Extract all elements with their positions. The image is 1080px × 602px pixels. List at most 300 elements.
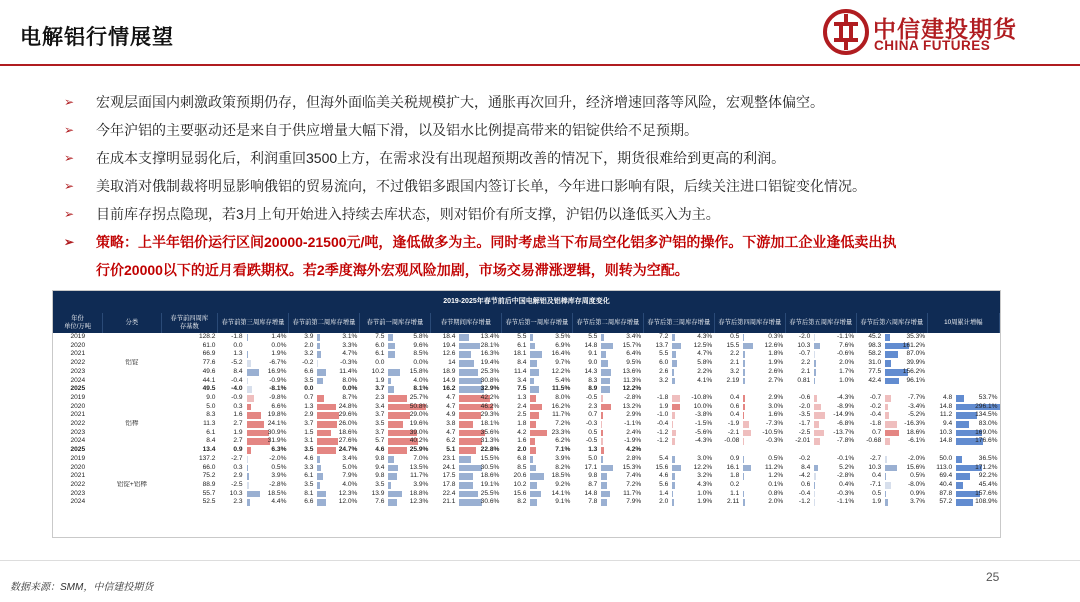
percent-cell xyxy=(315,481,359,490)
increment-cell: 3.5 xyxy=(375,480,385,488)
increment-cell: 7.5 xyxy=(375,333,385,340)
increment-cell: 3.3 xyxy=(304,463,314,471)
increment-cell: 7.6 xyxy=(375,498,385,506)
percent-cell xyxy=(528,368,572,377)
percent-bar xyxy=(601,465,612,472)
percent-value: -6.8% xyxy=(836,420,855,428)
percent-cell xyxy=(954,490,999,499)
percent-cell xyxy=(457,385,501,394)
percent-value: 26.0% xyxy=(338,420,358,428)
increment-cell: 14.8 xyxy=(939,437,953,445)
percent-bar xyxy=(672,369,674,376)
bullet-item xyxy=(64,200,1064,228)
percent-cell xyxy=(386,368,430,377)
percent-bar xyxy=(672,473,674,480)
table-title: 2019-2025年春节前后中国电解铝及铝棒库存周度变化 xyxy=(53,291,1000,313)
percent-cell xyxy=(670,481,714,490)
percent-cell xyxy=(670,429,714,438)
percent-value: 5.2% xyxy=(839,463,855,471)
percent-value: 8.0% xyxy=(555,393,571,401)
percent-bar xyxy=(672,412,675,419)
percent-cell xyxy=(599,455,643,464)
percent-bar xyxy=(247,430,270,437)
percent-bar xyxy=(743,491,744,498)
percent-cell xyxy=(315,350,359,359)
increment-cell: 13.7 xyxy=(655,341,669,349)
percent-cell xyxy=(741,411,785,420)
table-row xyxy=(53,333,1000,342)
base-cell: 66.0 xyxy=(202,463,216,471)
percent-cell xyxy=(599,342,643,351)
percent-value: 16.2% xyxy=(551,402,571,410)
percent-value: 2.0% xyxy=(768,498,784,506)
percent-cell xyxy=(528,446,572,455)
percent-cell xyxy=(670,368,714,377)
increment-cell: 42.4 xyxy=(868,376,882,384)
percent-value: -0.6% xyxy=(836,350,855,358)
percent-value: 12.2% xyxy=(693,463,713,471)
increment-cell: 2.2 xyxy=(801,359,811,367)
bullet-item xyxy=(64,144,1064,172)
base-cell: 9.0 xyxy=(206,393,216,401)
increment-cell xyxy=(714,446,741,455)
percent-value: 108.9% xyxy=(975,498,998,506)
percent-value: -14.9% xyxy=(833,411,855,419)
percent-bar xyxy=(601,412,603,419)
percent-cell xyxy=(670,359,714,368)
percent-value: 1.4% xyxy=(271,333,287,340)
percent-bar xyxy=(459,412,480,419)
percent-value: 7.9% xyxy=(626,498,642,506)
percent-value: 19.1% xyxy=(480,480,500,488)
percent-value: 1.0% xyxy=(697,489,713,497)
header-divider xyxy=(0,64,1080,66)
column-header: 春节后第四周库存增量 xyxy=(714,313,785,333)
year-cell: 2021 xyxy=(70,472,86,480)
increment-cell: 6.6 xyxy=(304,367,314,375)
percent-value: 9.7% xyxy=(555,359,571,367)
percent-value: -1.1% xyxy=(624,420,642,428)
percent-value: 0.5% xyxy=(768,454,784,462)
percent-cell xyxy=(315,403,359,412)
inventory-table xyxy=(52,290,1001,538)
percent-cell xyxy=(670,446,714,455)
percent-cell xyxy=(670,455,714,464)
percent-cell xyxy=(315,359,359,368)
column-header: 春节后第一周库存增量 xyxy=(501,313,572,333)
increment-cell: 0.5 xyxy=(588,428,598,436)
increment-cell: -2.7 xyxy=(869,454,882,462)
increment-cell: 6.1 xyxy=(304,472,314,480)
increment-cell: 15.5 xyxy=(726,341,740,349)
increment-cell: -2.5 xyxy=(231,480,243,488)
increment-cell: -7.1 xyxy=(869,480,882,488)
increment-cell: 2.3 xyxy=(233,498,243,506)
percent-cell xyxy=(812,333,856,342)
percent-value: 18.6% xyxy=(480,472,500,480)
percent-cell xyxy=(245,490,289,499)
increment-cell: 10.3 xyxy=(229,489,243,497)
percent-value: 3.5% xyxy=(555,333,571,340)
increment-cell: 8.4 xyxy=(233,367,243,375)
percent-cell xyxy=(670,490,714,499)
percent-value: -7.3% xyxy=(766,420,784,428)
increment-cell: 9.8 xyxy=(588,472,598,480)
increment-cell: -1.9 xyxy=(727,420,740,428)
percent-value: -0.3% xyxy=(836,489,855,497)
percent-cell xyxy=(741,377,785,386)
percent-cell xyxy=(386,446,430,455)
percent-value: 0.3% xyxy=(768,333,784,340)
percent-bar xyxy=(885,421,897,428)
percent-cell xyxy=(245,350,289,359)
increment-cell: 2.11 xyxy=(726,498,740,506)
column-header: 春节后第六周库存增量 xyxy=(856,313,927,333)
percent-bar xyxy=(459,473,473,480)
percent-cell xyxy=(883,403,927,412)
percent-value: 25.9% xyxy=(409,446,429,454)
percent-cell xyxy=(812,429,856,438)
percent-cell xyxy=(883,377,927,386)
percent-cell xyxy=(245,368,289,377)
category-cell xyxy=(103,368,162,377)
percent-value: 3.1% xyxy=(342,333,358,340)
percent-cell xyxy=(245,481,289,490)
percent-bar xyxy=(672,499,673,506)
year-cell: 2023 xyxy=(70,489,86,497)
percent-cell xyxy=(245,385,289,394)
percent-bar xyxy=(388,482,391,489)
percent-bar xyxy=(814,343,820,350)
increment-cell: 15.6 xyxy=(513,489,527,497)
percent-cell xyxy=(883,394,927,403)
percent-cell xyxy=(599,446,643,455)
percent-bar xyxy=(672,351,675,358)
percent-bar xyxy=(743,465,751,472)
percent-cell xyxy=(457,350,501,359)
percent-value: -4.3% xyxy=(695,437,713,445)
percent-value: 161.2% xyxy=(902,341,926,349)
increment-cell: 4.6 xyxy=(304,454,314,462)
percent-cell xyxy=(741,429,785,438)
percent-cell xyxy=(528,472,572,481)
percent-cell xyxy=(599,490,643,499)
increment-cell: 14.8 xyxy=(939,402,953,410)
percent-bar xyxy=(247,482,249,489)
percent-cell xyxy=(457,411,501,420)
percent-cell xyxy=(315,455,359,464)
percent-value: 29.0% xyxy=(409,411,429,419)
increment-cell: 0.6 xyxy=(730,402,740,410)
percent-cell xyxy=(386,333,430,342)
percent-cell xyxy=(457,377,501,386)
percent-bar xyxy=(672,334,675,341)
percent-value: 3.4% xyxy=(626,333,642,340)
percent-bar xyxy=(530,421,535,428)
percent-cell xyxy=(245,420,289,429)
increment-cell: 9.8 xyxy=(375,454,385,462)
percent-bar xyxy=(459,351,471,358)
percent-cell xyxy=(741,498,785,507)
percent-value: 3.3% xyxy=(342,341,358,349)
base-cell: 88.9 xyxy=(202,480,216,488)
percent-cell xyxy=(528,464,572,473)
percent-bar xyxy=(317,456,319,463)
percent-bar xyxy=(530,499,537,506)
increment-cell: 40.4 xyxy=(939,480,953,488)
table-row xyxy=(53,368,1000,377)
percent-bar xyxy=(459,438,482,445)
percent-value: 0.4% xyxy=(839,480,855,488)
percent-cell xyxy=(812,411,856,420)
percent-cell xyxy=(245,411,289,420)
percent-value: 29.6% xyxy=(338,411,358,419)
percent-bar xyxy=(885,360,891,367)
percent-bar xyxy=(530,438,535,445)
percent-bar xyxy=(743,412,744,419)
percent-bar xyxy=(317,378,323,385)
increment-cell: 5.5 xyxy=(588,333,598,340)
percent-value: 45.4% xyxy=(978,480,998,488)
percent-cell xyxy=(245,403,289,412)
percent-cell xyxy=(245,498,289,507)
column-header: 分类 xyxy=(103,313,162,333)
percent-bar xyxy=(885,404,887,411)
table-row xyxy=(53,385,1000,394)
increment-cell: 9.4 xyxy=(943,420,953,428)
increment-cell: 20.6 xyxy=(513,472,527,480)
percent-value: 13.5% xyxy=(409,463,429,471)
column-header: 春节后第二周库存增量 xyxy=(572,313,643,333)
percent-cell xyxy=(457,498,501,507)
percent-cell xyxy=(386,359,430,368)
percent-cell xyxy=(457,455,501,464)
year-cell: 2020 xyxy=(70,463,86,471)
percent-cell xyxy=(599,429,643,438)
percent-bar xyxy=(601,473,606,480)
percent-cell xyxy=(883,498,927,507)
increment-cell: 5.0 xyxy=(588,454,598,462)
percent-value: 8.1% xyxy=(413,385,429,393)
percent-bar xyxy=(317,491,326,498)
increment-cell: 6.1 xyxy=(517,341,527,349)
percent-bar xyxy=(317,351,320,358)
percent-value: 31.3% xyxy=(480,437,500,445)
increment-cell: 14.8 xyxy=(584,341,598,349)
percent-value: 11.4% xyxy=(339,367,358,375)
percent-bar xyxy=(388,499,397,506)
increment-cell: -0.5 xyxy=(585,393,598,401)
percent-bar xyxy=(885,491,886,498)
percent-value: -5.6% xyxy=(695,428,713,436)
increment-cell: -0.4 xyxy=(231,376,243,384)
percent-bar xyxy=(459,482,473,489)
percent-bar xyxy=(672,378,675,385)
percent-bar xyxy=(317,430,331,437)
category-cell xyxy=(103,498,162,507)
year-cell: 2021 xyxy=(70,350,86,358)
increment-cell: 2.0 xyxy=(517,446,527,454)
column-header: 10周累计增幅 xyxy=(927,313,999,333)
increment-cell: 0.7 xyxy=(304,393,314,401)
increment-cell: 45.2 xyxy=(868,333,882,340)
percent-cell xyxy=(315,368,359,377)
percent-bar xyxy=(317,412,339,419)
increment-cell: 1.9 xyxy=(375,376,385,384)
percent-cell xyxy=(315,498,359,507)
increment-cell: 16.1 xyxy=(726,463,740,471)
percent-cell xyxy=(528,420,572,429)
percent-cell xyxy=(528,394,572,403)
increment-cell: 50.0 xyxy=(939,454,953,462)
percent-bar xyxy=(601,499,607,506)
category-cell: 铝锭+铝棒 xyxy=(116,480,147,488)
percent-cell xyxy=(386,385,430,394)
percent-value: -3.4% xyxy=(907,402,926,410)
percent-value: 13.6% xyxy=(622,367,642,375)
percent-value: -13.7% xyxy=(833,428,855,436)
percent-value: -10.5% xyxy=(762,428,784,436)
percent-value: 18.6% xyxy=(338,428,358,436)
percent-cell xyxy=(315,394,359,403)
increment-cell: -2.5 xyxy=(798,428,811,436)
percent-value: 35.3% xyxy=(906,333,926,340)
percent-cell xyxy=(741,481,785,490)
percent-value: -6.7% xyxy=(269,359,287,367)
percent-cell xyxy=(528,403,572,412)
percent-cell xyxy=(599,437,643,446)
bullet-item xyxy=(64,88,1064,116)
increment-cell: 19.4 xyxy=(442,341,456,349)
table-row xyxy=(53,403,1000,412)
increment-cell: 1.3 xyxy=(304,402,314,410)
percent-cell xyxy=(812,490,856,499)
percent-value: 7.9% xyxy=(342,472,358,480)
percent-value: 14.1% xyxy=(551,489,571,497)
category-cell xyxy=(103,333,162,342)
percent-bar xyxy=(956,395,964,402)
percent-cell xyxy=(741,490,785,499)
percent-bar xyxy=(459,447,476,454)
increment-cell: 6.6 xyxy=(304,498,314,506)
percent-bar xyxy=(459,456,470,463)
percent-bar xyxy=(672,421,673,428)
increment-cell: 7.2 xyxy=(659,333,669,340)
percent-bar xyxy=(885,430,899,437)
percent-value: -8.9% xyxy=(836,402,855,410)
percent-cell xyxy=(812,377,856,386)
increment-cell: -1.2 xyxy=(656,428,669,436)
percent-cell xyxy=(883,368,927,377)
percent-cell xyxy=(812,368,856,377)
percent-bar xyxy=(459,360,473,367)
increment-cell: 1.3 xyxy=(517,393,527,401)
percent-bar xyxy=(247,447,252,454)
percent-cell xyxy=(457,420,501,429)
increment-cell: 18.9 xyxy=(442,367,456,375)
percent-value: 46.2% xyxy=(480,402,500,410)
increment-cell: -0.68 xyxy=(866,437,882,445)
increment-cell: 1.5 xyxy=(304,428,314,436)
percent-bar xyxy=(601,386,610,393)
increment-cell: -2.0 xyxy=(798,333,811,340)
percent-cell xyxy=(954,411,999,420)
percent-cell xyxy=(812,342,856,351)
percent-value: 4.2% xyxy=(626,446,642,454)
percent-cell xyxy=(457,333,501,342)
percent-cell xyxy=(386,437,430,446)
increment-cell: 8.4 xyxy=(517,359,527,367)
percent-bar xyxy=(743,404,745,411)
percent-cell xyxy=(245,464,289,473)
percent-value: 92.2% xyxy=(978,472,998,480)
category-cell xyxy=(103,394,162,403)
percent-value: -1.1% xyxy=(836,333,855,340)
percent-bar xyxy=(814,421,819,428)
increment-cell: 9.1 xyxy=(588,350,598,358)
increment-cell: 9.8 xyxy=(375,472,385,480)
increment-cell: 8.7 xyxy=(588,480,598,488)
base-cell: 75.2 xyxy=(202,472,216,480)
percent-cell xyxy=(812,437,856,446)
percent-value: 1.6% xyxy=(768,411,784,419)
category-cell xyxy=(103,446,162,455)
percent-bar xyxy=(317,473,323,480)
base-cell: 61.0 xyxy=(202,341,216,349)
percent-cell xyxy=(670,498,714,507)
percent-bar xyxy=(885,438,889,445)
percent-cell xyxy=(528,437,572,446)
percent-value: -2.8% xyxy=(624,393,642,401)
percent-value: 11.3% xyxy=(623,376,642,384)
percent-bar xyxy=(388,334,392,341)
percent-bar xyxy=(247,386,253,393)
increment-cell: -1.0 xyxy=(656,411,669,419)
increment-cell: 10.2 xyxy=(371,367,385,375)
percent-cell xyxy=(315,437,359,446)
percent-bar xyxy=(317,465,321,472)
increment-cell: 2.5 xyxy=(517,411,527,419)
percent-bar xyxy=(247,395,254,402)
category-cell xyxy=(103,377,162,386)
increment-cell: 2.3 xyxy=(375,393,385,401)
increment-cell: 3.1 xyxy=(304,437,314,445)
increment-cell: 4.7 xyxy=(446,428,456,436)
percent-bar xyxy=(388,491,402,498)
percent-bar xyxy=(459,465,481,472)
percent-cell xyxy=(386,464,430,473)
percent-bar xyxy=(885,378,899,385)
percent-cell xyxy=(315,490,359,499)
percent-cell xyxy=(883,490,927,499)
percent-cell xyxy=(954,394,999,403)
increment-cell: 0.9 xyxy=(730,454,740,462)
percent-value: 27.6% xyxy=(338,437,358,445)
citic-logo-icon xyxy=(823,9,869,55)
percent-value: 28.1% xyxy=(480,341,500,349)
increment-cell: -1.8 xyxy=(656,393,669,401)
percent-value: 18.5% xyxy=(267,489,287,497)
bullet-text: 今年沪铝的主要驱动还是来自于供应增量大幅下滑，以及铝水比例提高带来的铝锭供给不足预期。 xyxy=(96,122,698,138)
percent-value: 7.0% xyxy=(413,454,429,462)
percent-cell xyxy=(954,481,999,490)
percent-bar xyxy=(530,334,533,341)
percent-bar xyxy=(672,465,681,472)
percent-cell xyxy=(741,359,785,368)
percent-value: 5.0% xyxy=(342,463,358,471)
percent-cell xyxy=(741,472,785,481)
percent-bar xyxy=(885,395,891,402)
